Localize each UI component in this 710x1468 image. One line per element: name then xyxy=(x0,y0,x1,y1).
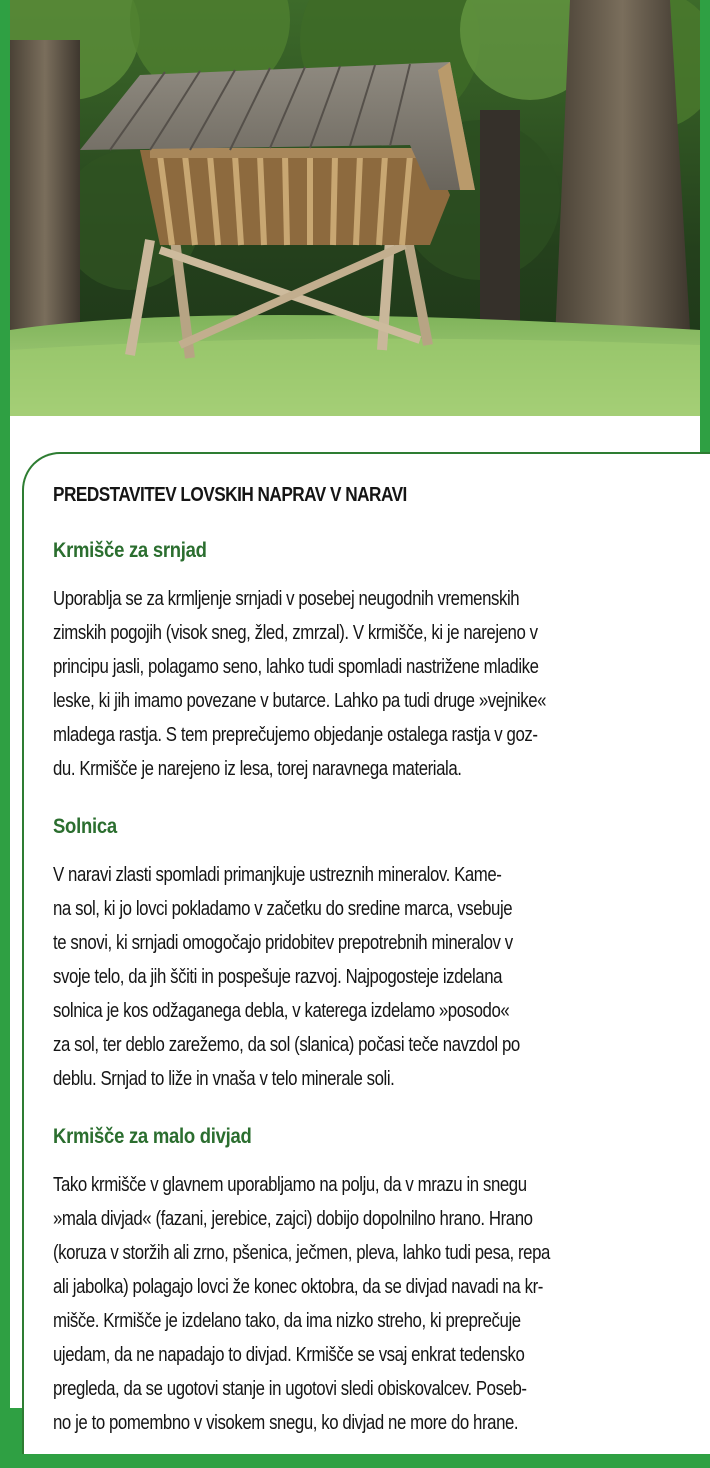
section-krmisce-mala-divjad xyxy=(53,1124,658,1440)
text-line: zimskih pogojih (visok sneg, žled, zmrzal). V krmišče, ki je narejeno v xyxy=(53,622,538,644)
text-line: ali jabolka) polagajo lovci že konec oktobra, da se divjad navadi na kr- xyxy=(53,1276,543,1298)
text-line: mladega rastja. S tem preprečujemo objedanje ostalega rastja v goz- xyxy=(53,724,538,746)
feeder-photo xyxy=(10,0,700,416)
text-line: principu jasli, polagamo seno, lahko tudi spomladi nastrižene mladike xyxy=(53,656,539,678)
text-line: pregleda, da se ugotovi stanje in ugotovi sledi obiskovalcev. Poseb- xyxy=(53,1378,527,1400)
text-line: ujedam, da ne napadajo to divjad. Krmišče se vsaj enkrat tedensko xyxy=(53,1344,525,1366)
text-line: solnica je kos odžaganega debla, v katerega izdelamo »posodo« xyxy=(53,1000,510,1022)
text-line: du. Krmišče je narejeno iz lesa, torej naravnega materiala. xyxy=(53,758,462,780)
text-line: na sol, ki jo lovci pokladamo v začetku do sredine marca, vsebuje xyxy=(53,898,513,920)
text-line: V naravi zlasti spomladi primanjkuje ustreznih mineralov. Kame- xyxy=(53,864,502,886)
section-heading: Krmišče za srnjad xyxy=(53,539,207,562)
section-solnica xyxy=(53,814,658,1096)
text-line: Tako krmišče v glavnem uporabljamo na polju, da v mrazu in snegu xyxy=(53,1174,527,1196)
section-heading: Solnica xyxy=(53,815,117,838)
section-body xyxy=(53,582,658,786)
text-line: te snovi, ki srnjadi omogočajo pridobitev prepotrebnih mineralov v xyxy=(53,932,513,954)
text-line: Uporablja se za krmljenje srnjadi v posebej neugodnih vremenskih xyxy=(53,588,520,610)
text-line: »mala divjad« (fazani, jerebice, zajci) dobijo dopolnilno hrano. Hrano xyxy=(53,1208,533,1230)
section-body xyxy=(53,1168,658,1440)
text-line: mišče. Krmišče je izdelano tako, da ima nizko streho, ki preprečuje xyxy=(53,1310,521,1332)
text-line: svoje telo, da jih ščiti in pospešuje razvoj. Najpogosteje izdelana xyxy=(53,966,503,988)
text-line: leske, ki jih imamo povezane v butarce. Lahko pa tudi druge »vejnike« xyxy=(53,690,547,712)
text-line: deblu. Srnjad to liže in vnaša v telo minerale soli. xyxy=(53,1068,395,1090)
article xyxy=(53,482,658,1468)
text-line: no je to pomembno v visokem snegu, ko divjad ne more do hrane. xyxy=(53,1412,519,1434)
section-heading: Krmišče za malo divjad xyxy=(53,1125,252,1148)
text-line: za sol, ter deblo zarežemo, da sol (slanica) počasi teče navzdol po xyxy=(53,1034,520,1056)
text-line: (koruza v storžih ali zrno, pšenica, ječmen, pleva, lahko tudi pesa, repa xyxy=(53,1242,550,1264)
section-body xyxy=(53,858,658,1096)
document-title: PREDSTAVITEV LOVSKIH NAPRAV V NARAVI xyxy=(53,484,407,506)
section-krmisce-srnjad xyxy=(53,538,658,786)
